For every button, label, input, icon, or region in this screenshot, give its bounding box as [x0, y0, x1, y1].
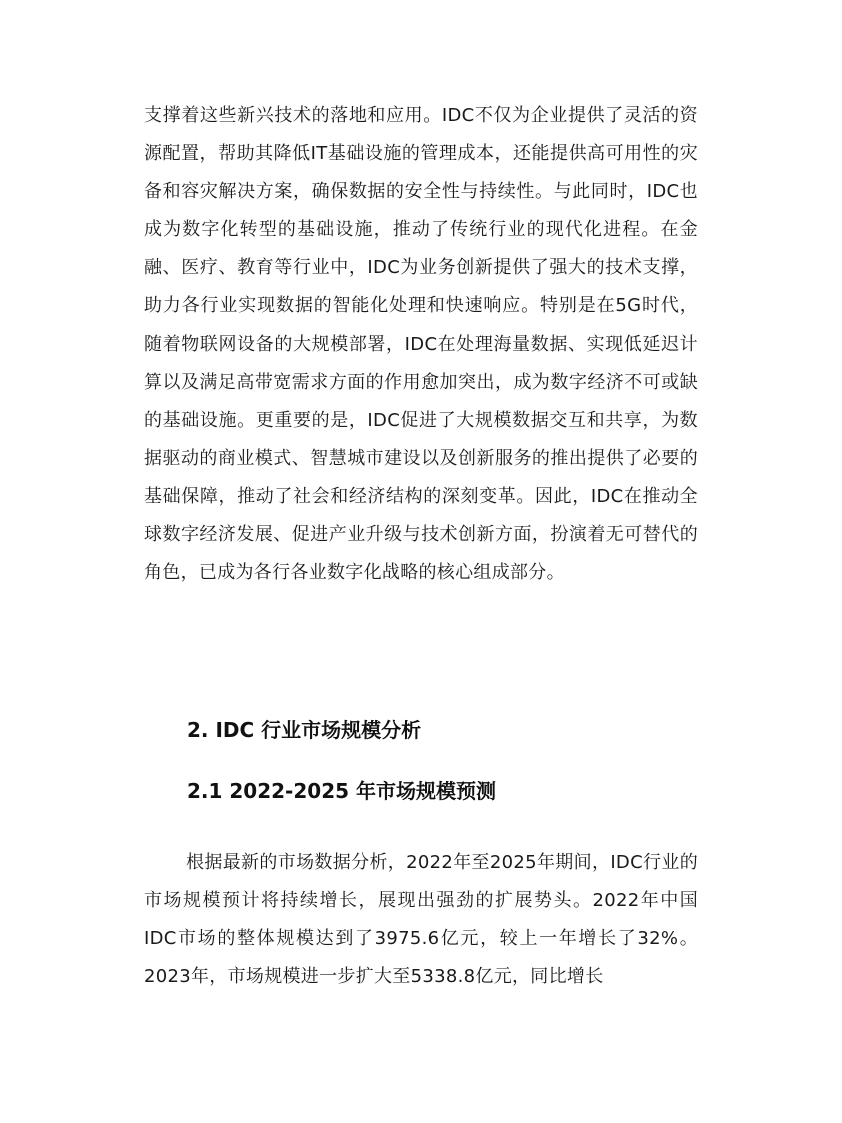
- section-heading: 2. IDC 行业市场规模分析: [187, 718, 422, 742]
- subsection-heading: 2.1 2022-2025 年市场规模预测: [187, 779, 496, 803]
- body-paragraph: 根据最新的市场数据分析，2022年至2025年期间，IDC行业的市场规模预计将持续增长，展现出强劲的扩展势头。2022年中国IDC市场的整体规模达到了3975.6亿元，较上一年增长了32%。2023年，市场规模进一步扩大至5338.8亿元，同比增长: [144, 852, 698, 988]
- body-paragraph: 支撑着这些新兴技术的落地和应用。IDC不仅为企业提供了灵活的资源配置，帮助其降低IT基础设施的管理成本，还能提供高可用性的灾备和容灾解决方案，确保数据的安全性与持续性。与此同时，IDC也成为数字化转型的基础设施，推动了传统行业的现代化进程。在金融、医疗、教育等行业中，IDC为业务创新提供了强大的技术支撑，助力各行业实现数据的智能化处理和快速响应。特别是在5G时代，随着物联网设备的大规模部署，IDC在处理海量数据、实现低延迟计算以及满足高带宽需求方面的作用愈加突出，成为数字经济不可或缺的基础设施。更重要的是，IDC促进了大规模数据交互和共享，为数据驱动的商业模式、智慧城市建设以及创新服务的推出提供了必要的基础保障，推动了社会和经济结构的深刻变革。因此，IDC在推动全球数字经济发展、促进产业升级与技术创新方面，扮演着无可替代的角色，已成为各行各业数字化战略的核心组成部分。: [144, 105, 698, 584]
